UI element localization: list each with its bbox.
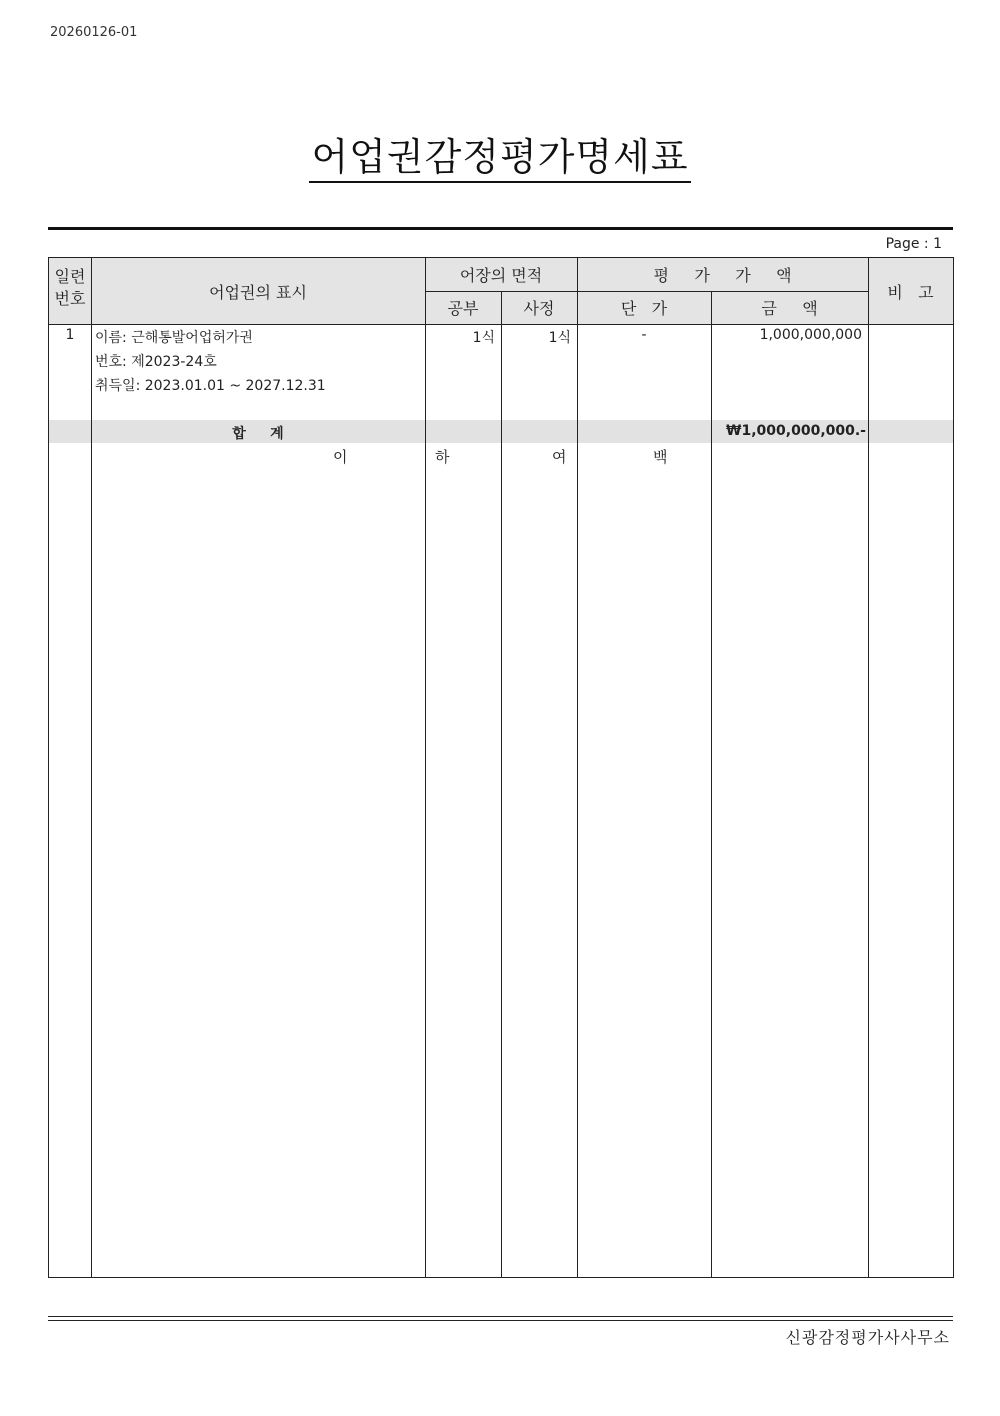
serial-header <box>49 266 91 310</box>
acquisition-period: 취득일: 2023.01.01 ~ 2027.12.31 <box>95 378 326 394</box>
area-public-value: 1식 <box>472 330 495 346</box>
footer-rule-bottom <box>48 1320 953 1321</box>
remark-header: 비 고 <box>887 283 934 302</box>
area-actual-header: 사정 <box>523 299 555 318</box>
serial-header-top: 일련 <box>54 267 86 286</box>
blank-marker-4: 백 <box>653 448 668 466</box>
unit-price-value: - <box>641 327 647 343</box>
office-name: 신광감정평가사사무소 <box>785 1328 950 1347</box>
fishery-number: 번호: 제2023-24호 <box>95 354 217 370</box>
column-divider <box>577 258 578 1277</box>
valuation-table <box>48 257 954 1278</box>
top-rule <box>48 227 953 230</box>
page-number: Page : 1 <box>885 236 942 252</box>
blank-marker-3: 여 <box>552 448 567 466</box>
document-id: 20260126-01 <box>50 25 138 40</box>
document-title <box>0 133 1000 183</box>
fishery-name: 이름: 근해통발어업허가권 <box>95 330 253 346</box>
blank-marker-2: 하 <box>435 448 450 466</box>
unit-price-header: 단 가 <box>620 299 668 318</box>
row-serial: 1 <box>65 327 75 343</box>
blank-marker-1: 이 <box>333 448 348 466</box>
title-text: 어업권감정평가명세표 <box>309 133 690 183</box>
footer-rule-top <box>48 1316 953 1317</box>
serial-header-bottom: 번호 <box>54 289 86 308</box>
area-header: 어장의 면적 <box>459 266 543 285</box>
valuation-header: 평 가 가 액 <box>653 266 792 285</box>
total-label: 합 계 <box>232 426 284 442</box>
header-subdivider <box>425 291 868 292</box>
area-actual-value: 1식 <box>548 330 571 346</box>
column-divider <box>425 258 426 1277</box>
area-public-header: 공부 <box>447 299 479 318</box>
column-divider <box>868 258 869 1277</box>
amount-value: 1,000,000,000 <box>759 327 862 343</box>
amount-header: 금 액 <box>761 299 818 318</box>
display-header: 어업권의 표시 <box>209 283 307 302</box>
column-divider <box>91 258 92 1277</box>
header-bottom-rule <box>49 324 953 325</box>
column-divider <box>501 291 502 1277</box>
total-amount: ₩1,000,000,000.- <box>726 423 866 439</box>
